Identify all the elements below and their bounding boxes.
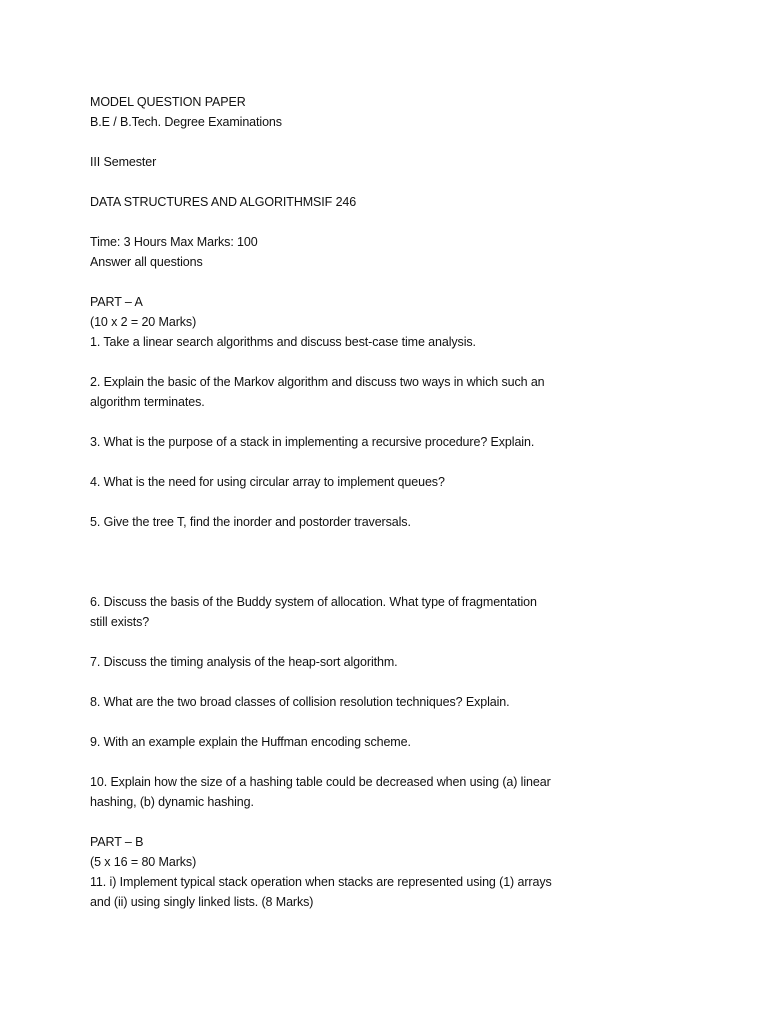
question-2-continued: algorithm terminates.	[90, 395, 205, 409]
semester-line: III Semester	[90, 155, 157, 169]
part-b-marks: (5 x 16 = 80 Marks)	[90, 855, 197, 869]
question-6: 6. Discuss the basis of the Buddy system of allocation. What type of fragmentation	[90, 595, 537, 609]
paper-title: MODEL QUESTION PAPER	[90, 95, 246, 109]
question-7: 7. Discuss the timing analysis of the heap-sort algorithm.	[90, 655, 398, 669]
part-b-title: PART – B	[90, 835, 144, 849]
question-paper-text	[90, 92, 650, 912]
question-11: 11. i) Implement typical stack operation when stacks are represented using (1) arrays	[90, 875, 552, 889]
part-a-title: PART – A	[90, 295, 143, 309]
question-3: 3. What is the purpose of a stack in implementing a recursive procedure? Explain.	[90, 435, 535, 449]
question-2: 2. Explain the basic of the Markov algorithm and discuss two ways in which such an	[90, 375, 545, 389]
course-line: DATA STRUCTURES AND ALGORITHMSIF 246	[90, 195, 357, 209]
question-11-continued: and (ii) using singly linked lists. (8 Marks)	[90, 895, 314, 909]
question-5: 5. Give the tree T, find the inorder and postorder traversals.	[90, 515, 411, 529]
question-1: 1. Take a linear search algorithms and discuss best-case time analysis.	[90, 335, 476, 349]
question-6-continued: still exists?	[90, 615, 150, 629]
question-10: 10. Explain how the size of a hashing table could be decreased when using (a) linear	[90, 775, 551, 789]
instruction-line: Answer all questions	[90, 255, 203, 269]
question-9: 9. With an example explain the Huffman encoding scheme.	[90, 735, 411, 749]
question-4: 4. What is the need for using circular array to implement queues?	[90, 475, 445, 489]
time-marks-line: Time: 3 Hours Max Marks: 100	[90, 235, 258, 249]
degree-line: B.E / B.Tech. Degree Examinations	[90, 115, 282, 129]
part-a-marks: (10 x 2 = 20 Marks)	[90, 315, 197, 329]
question-10-continued: hashing, (b) dynamic hashing.	[90, 795, 254, 809]
question-8: 8. What are the two broad classes of collision resolution techniques? Explain.	[90, 695, 510, 709]
